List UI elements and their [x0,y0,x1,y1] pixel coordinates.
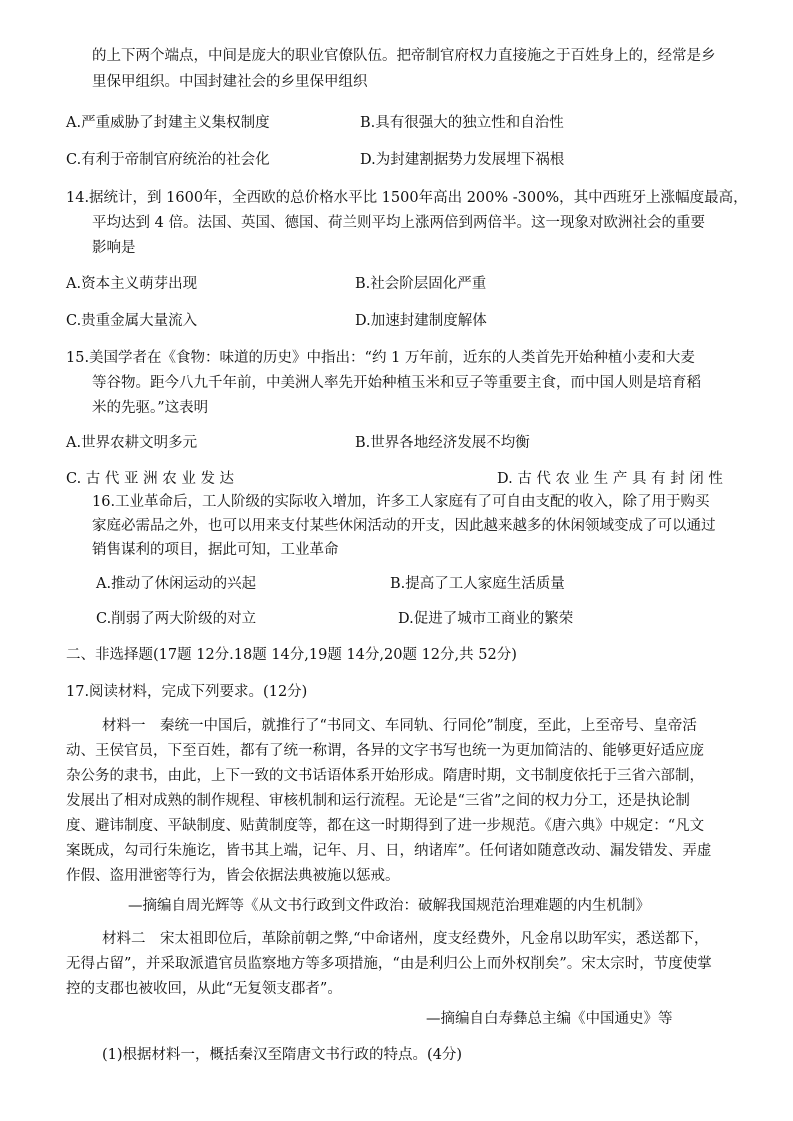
q15-option-d: D. 古 代 农 业 生 产 具 有 封 闭 性 [497,471,723,487]
q15-option-a: A.世界农耕文明多元 [66,435,198,451]
q15-option-c: C. 古 代 亚 洲 农 业 发 达 [66,471,235,487]
q17-material-1-line-1: 材料一 秦统一中国后，就推行了“书同文、车同轨、行同伦”制度，至此，上至帝号、皇帝活 [102,718,697,734]
q14-stem-line-3: 影响是 [92,240,136,256]
q17-material-1-line-3: 杂公务的隶书，由此，上下一致的文书话语体系开始形成。隋唐时期，文书制度依托于三省六部制， [66,768,704,784]
q15-stem-line-3: 米的先驱。”这表明 [92,400,209,416]
q15-option-b: B.世界各地经济发展不均衡 [355,435,530,451]
q17-material-1-line-6: 案既成，勾司行朱施讫，皆书其上端，记年、月、日，纳诸库”。任何诸如随意改动、漏发错发、弄虚 [66,843,712,859]
section-2-heading: 二、非选择题(17题 12分.18题 14分,19题 14分,20题 12分,共 52分) [66,647,517,663]
q17-material-2-source: —摘编自白寿彝总主编《中国通史》等 [426,1011,673,1027]
q14-option-b: B.社会阶层固化严重 [355,276,487,292]
q16-option-b: B.提高了工人家庭生活质量 [390,576,565,592]
q17-material-2-line-2: 无得占留”，并采取派遣官员监察地方等多项措施，“由是利归公上而外权削矣”。宋太宗时，节度使掌 [66,956,712,972]
q13-option-c: C.有利于帝制官府统治的社会化 [66,152,270,168]
q14-option-c: C.贵重金属大量流入 [66,313,198,329]
q16-option-a: A.推动了休闲运动的兴起 [96,576,257,592]
q16-stem-line-2: 家庭必需品之外，也可以用来支付某些休闲活动的开支，因此越来越多的休闲领域变成了可以通过 [92,518,716,534]
q13-stem-line-2: 里保甲组织。中国封建社会的乡里保甲组织 [92,74,368,90]
q17-material-1-line-2: 动、王侯官员，下至百姓，都有了统一称谓，各异的文字书写也统一为更加简洁的、能够更好适应庞 [66,743,704,759]
q17-material-1-line-7: 作假、盗用泄密等行为，皆会依据法典被施以惩戒。 [66,868,400,884]
q17-subquestion-1: (1)根据材料一，概括秦汉至隋唐文书行政的特点。(4分) [102,1047,463,1063]
q16-stem-line-1: 16.工业革命后，工人阶级的实际收入增加，许多工人家庭有了可自由支配的收入，除了用于购买 [92,494,710,510]
q13-stem-line-1: 的上下两个端点，中间是庞大的职业官僚队伍。把帝制官府权力直接施之于百姓身上的，经常是乡 [92,48,716,64]
q15-stem-line-1: 15.美国学者在《食物：味道的历史》中指出：“约 1 万年前，近东的人类首先开始种植小麦和大麦 [66,350,695,366]
q17-material-1-line-5: 度、避讳制度、平缺制度、贴黄制度等，都在这一时期得到了进一步规范。《唐六典》中规定：“凡文 [66,818,705,834]
q14-option-d: D.加速封建制度解体 [355,313,487,329]
q13-option-a: A.严重威胁了封建主义集权制度 [66,115,270,131]
q14-stem-line-2: 平均达到 4 倍。法国、英国、德国、荷兰则平均上涨两倍到两倍半。这一现象对欧洲社会的重要 [92,215,705,231]
q17-material-1-source: —摘编自周光辉等《从文书行政到文件政治：破解我国规范治理难题的内生机制》 [128,898,650,914]
q15-stem-line-2: 等谷物。距今八九千年前，中美洲人率先开始种植玉米和豆子等重要主食，而中国人则是培育稻 [92,375,701,391]
q16-option-d: D.促进了城市工商业的繁荣 [398,611,574,627]
q16-stem-line-3: 销售谋利的项目，据此可知，工业革命 [92,542,339,558]
q13-option-b: B.具有很强大的独立性和自治性 [360,115,564,131]
q17-material-1-line-4: 发展出了相对成熟的制作规程、审核机制和运行流程。无论是“三省”之间的权力分工，还是执论制 [66,793,690,809]
q17-material-2-line-1: 材料二 宋太祖即位后，革除前朝之弊,“中命诸州，度支经费外，凡金帛以助军实，悉送都下， [102,931,709,947]
q16-option-c: C.削弱了两大阶级的对立 [96,611,257,627]
q14-stem-line-1: 14.据统计，到 1600年，全西欧的总价格水平比 1500年高出 200% -300%，其中西班牙上涨幅度最高， [66,190,748,206]
q13-option-d: D.为封建割据势力发展埋下祸根 [360,152,565,168]
q17-material-2-line-3: 控的支郡也被收回，从此“无复领支郡者”。 [66,981,342,997]
q17-title: 17.阅读材料，完成下列要求。(12分) [66,684,308,700]
q14-option-a: A.资本主义萌芽出现 [66,276,198,292]
